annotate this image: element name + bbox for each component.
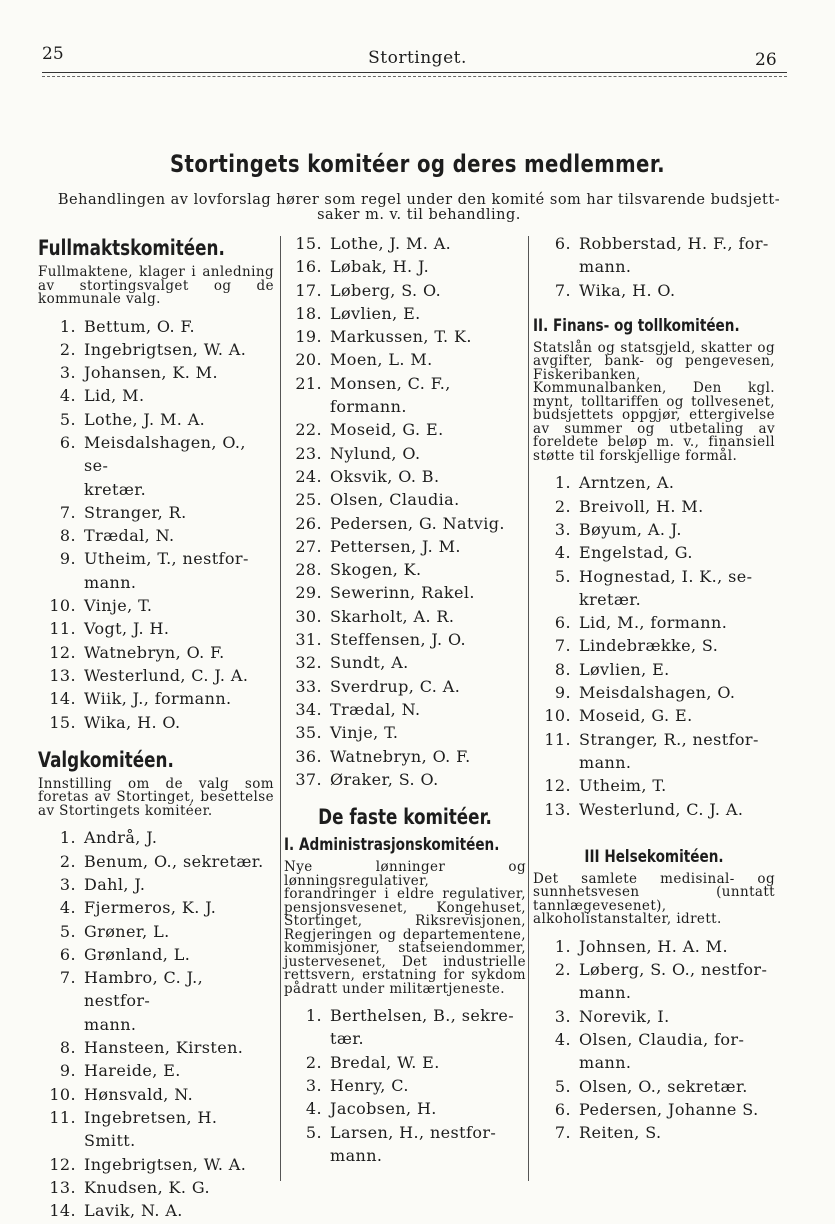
member-number: 21.: [295, 373, 322, 393]
member-name: Vinje, T.: [84, 596, 153, 616]
member-item: [38, 873, 274, 896]
member-item: [533, 541, 775, 564]
member-number: 12.: [49, 642, 76, 662]
member-name: Benum, O., sekretær.: [84, 851, 264, 871]
member-name: Moen, L. M.: [330, 350, 433, 370]
member-number: 5.: [554, 1076, 571, 1096]
section-heading-finans: II. Finans- og tollkomitéen.: [533, 315, 740, 336]
member-name: Wika, H. O.: [84, 712, 181, 732]
member-item: [284, 418, 526, 441]
member-item: [533, 1121, 775, 1144]
member-name: Watnebryn, O. F.: [84, 642, 225, 662]
member-name: Bredal, W. E.: [330, 1052, 440, 1072]
member-item: [38, 1199, 274, 1222]
member-item: [284, 1074, 526, 1097]
member-number: 32.: [295, 653, 322, 673]
member-number: 9.: [59, 549, 76, 569]
member-number: 5.: [554, 566, 571, 586]
member-number: 3.: [59, 874, 76, 894]
member-item: [38, 338, 274, 361]
member-name: Arntzen, A.: [579, 473, 675, 493]
member-name-continuation: mann.: [579, 752, 632, 772]
member-item: [533, 1005, 775, 1028]
section-desc-valg: Innstilling om de valg som foretas av Stortinget, besettelse av Stortingets komitéer.: [38, 775, 274, 819]
member-item: [38, 1153, 274, 1176]
member-name: Stranger, R., nestfor-: [579, 729, 759, 749]
member-number: 29.: [295, 583, 322, 603]
member-name: Olsen, Claudia, for-: [579, 1030, 745, 1050]
member-name-continuation: tær.: [330, 1029, 365, 1049]
member-item: [38, 1059, 274, 1082]
member-name: Løberg, S. O.: [330, 280, 442, 300]
member-name: Fjermeros, K. J.: [84, 898, 217, 918]
member-name: Løberg, S. O., nestfor-: [579, 960, 768, 980]
member-item: [284, 535, 526, 558]
member-name: Pettersen, J. M.: [330, 536, 461, 556]
member-name: Wiik, J., formann.: [84, 689, 232, 709]
member-number: 11.: [49, 619, 76, 639]
member-item: [533, 1028, 775, 1051]
running-title: Stortinget.: [368, 48, 467, 68]
member-name: Bøyum, A. J.: [579, 519, 682, 539]
member-number: 25.: [295, 490, 322, 510]
member-number: 8.: [59, 526, 76, 546]
member-item: [38, 547, 274, 570]
member-number: 24.: [295, 466, 322, 486]
member-number: 1.: [554, 936, 571, 956]
member-name: Engelstad, G.: [579, 543, 693, 563]
member-number: 30.: [295, 606, 322, 626]
member-name: Ingebrigtsen, W. A.: [84, 1154, 247, 1174]
member-name: Olsen, Claudia.: [330, 490, 460, 510]
member-item: [38, 687, 274, 710]
member-number: 35.: [295, 723, 322, 743]
member-name: Jacobsen, H.: [330, 1099, 437, 1119]
member-name-continuation: kretær.: [84, 479, 147, 499]
member-number: 14.: [49, 689, 76, 709]
member-number: 7.: [59, 502, 76, 522]
section-heading-admin: I. Administrasjonskomitéen.: [284, 835, 500, 856]
member-number: 1.: [59, 828, 76, 848]
member-item: [533, 611, 775, 634]
member-item: [284, 581, 526, 604]
column-3: [533, 232, 775, 1145]
member-name: Markussen, T. K.: [330, 327, 472, 347]
member-number: 36.: [295, 746, 322, 766]
member-name-continuation: mann.: [579, 1053, 632, 1073]
member-item: [533, 1098, 775, 1121]
member-item: [533, 495, 775, 518]
member-item: [533, 681, 775, 704]
member-name-continuation: mann.: [84, 1014, 137, 1034]
member-list-admin-a: [284, 1004, 526, 1167]
member-number: 5.: [59, 409, 76, 429]
member-number: 3.: [305, 1076, 322, 1096]
member-number: 3.: [554, 519, 571, 539]
member-name: Meisdalshagen, O.: [579, 683, 736, 703]
member-item: [38, 1106, 274, 1153]
member-number: 1.: [59, 316, 76, 336]
member-item: [533, 634, 775, 657]
member-name: Grøner, L.: [84, 921, 170, 941]
member-item: [284, 628, 526, 651]
member-item: [38, 524, 274, 547]
member-number: 8.: [59, 1038, 76, 1058]
member-name-continuation: mann.: [330, 1145, 383, 1165]
member-name: Reiten, S.: [579, 1123, 662, 1143]
member-name: Utheim, T.: [579, 776, 667, 796]
member-item: [533, 728, 775, 751]
member-name: Vinje, T.: [330, 723, 399, 743]
member-name: Johnsen, H. A. M.: [579, 936, 728, 956]
member-number: 2.: [59, 851, 76, 871]
member-number: 6.: [59, 944, 76, 964]
member-name: Andrå, J.: [84, 828, 158, 848]
member-name: Watnebryn, O. F.: [330, 746, 471, 766]
member-item: [284, 372, 526, 419]
member-name: Breivoll, H. M.: [579, 496, 704, 516]
member-item: [38, 966, 274, 1013]
member-number: 3.: [59, 363, 76, 383]
member-item: [533, 704, 775, 727]
member-item: [284, 745, 526, 768]
member-item: [284, 302, 526, 325]
section-heading-helse: III Helsekomitéen.: [584, 846, 724, 867]
member-item: [38, 850, 274, 873]
member-number: 10.: [544, 706, 571, 726]
member-item: [38, 617, 274, 640]
member-item: [284, 325, 526, 348]
member-item: [38, 501, 274, 524]
member-number: 1.: [554, 473, 571, 493]
member-item: [284, 605, 526, 628]
member-number: 5.: [59, 921, 76, 941]
member-item: [284, 512, 526, 535]
member-name: Oksvik, O. B.: [330, 466, 440, 486]
member-number: 10.: [49, 596, 76, 616]
member-name: Olsen, O., sekretær.: [579, 1076, 748, 1096]
member-item: [533, 279, 775, 302]
column-1: [38, 232, 274, 1222]
member-name-continuation: mann.: [84, 572, 137, 592]
member-name: Skogen, K.: [330, 560, 422, 580]
member-item: [38, 943, 274, 966]
member-name: Øraker, S. O.: [330, 769, 439, 789]
member-item: [38, 408, 274, 431]
member-item: [533, 471, 775, 494]
column-divider: [280, 236, 281, 1181]
member-name: Dahl, J.: [84, 874, 146, 894]
member-list-helse: [533, 935, 775, 1145]
member-name: Monsen, C. F., formann.: [330, 373, 451, 417]
member-name: Henry, C.: [330, 1076, 409, 1096]
member-name: Pedersen, Johanne S.: [579, 1099, 759, 1119]
member-item: [38, 641, 274, 664]
member-item: [284, 698, 526, 721]
section-desc-admin: Nye lønninger og lønningsregulativer, forandringer i eldre regulativer, pensjonsvesenet, Kongehuset, Stortinget, Riksrevisjonen, Regjeringen og departementene, kommisjoner, statseiendommer, justervesenet, Det industrielle rettsvern, erstatning for sykdom pådratt under militærtjeneste.: [284, 859, 526, 997]
section-desc-helse: Det samlete medisinal- og sunnhetsvesen (unntatt tannlægevesenet), alkoholistanstalter, idrett.: [533, 870, 775, 928]
member-item: [38, 664, 274, 687]
member-number: 33.: [295, 676, 322, 696]
member-name: Steffensen, J. O.: [330, 630, 467, 650]
header-rule-secondary: [42, 76, 787, 77]
member-number: 4.: [554, 1030, 571, 1050]
member-number: 2.: [554, 960, 571, 980]
member-name: Hognestad, I. K., se-: [579, 566, 753, 586]
member-name: Knudsen, K. G.: [84, 1177, 210, 1197]
member-number: 14.: [49, 1201, 76, 1221]
member-item: [38, 1176, 274, 1199]
member-name: Moseid, G. E.: [330, 420, 444, 440]
member-list-fullmakt: [38, 315, 274, 734]
member-number: 2.: [59, 339, 76, 359]
member-name: Løvlien, E.: [330, 303, 421, 323]
member-name: Lavik, N. A.: [84, 1201, 183, 1221]
member-item: [284, 721, 526, 744]
member-name: Bettum, O. F.: [84, 316, 195, 336]
member-number: 7.: [59, 968, 76, 988]
member-name: Hansteen, Kirsten.: [84, 1038, 244, 1058]
member-number: 13.: [49, 665, 76, 685]
member-item: [284, 1004, 526, 1027]
member-number: 12.: [544, 776, 571, 796]
member-number: 10.: [49, 1084, 76, 1104]
member-item: [38, 315, 274, 338]
member-name: Johansen, K. M.: [84, 363, 218, 383]
member-number: 23.: [295, 443, 322, 463]
member-number: 7.: [554, 1123, 571, 1143]
member-name: Trædal, N.: [84, 526, 175, 546]
member-name: Stranger, R.: [84, 502, 187, 522]
member-number: 34.: [295, 699, 322, 719]
member-number: 4.: [305, 1099, 322, 1119]
member-item: [38, 594, 274, 617]
member-number: 15.: [295, 234, 322, 253]
member-name: Sundt, A.: [330, 653, 409, 673]
member-list-admin-b: [533, 232, 775, 302]
member-list-valg-b: [284, 232, 526, 791]
member-number: 4.: [59, 898, 76, 918]
member-name: Lid, M., formann.: [579, 613, 728, 633]
member-number: 6.: [554, 234, 571, 253]
member-number: 18.: [295, 303, 322, 323]
member-item: [533, 798, 775, 821]
header-rule: [42, 72, 787, 73]
member-number: 9.: [554, 683, 571, 703]
member-item: [38, 920, 274, 943]
member-number: 27.: [295, 536, 322, 556]
member-name: Skarholt, A. R.: [330, 606, 455, 626]
member-item: [284, 1097, 526, 1120]
member-name: Berthelsen, B., sekre-: [330, 1006, 515, 1026]
member-number: 2.: [305, 1052, 322, 1072]
member-name: Vogt, J. H.: [84, 619, 170, 639]
member-number: 3.: [554, 1006, 571, 1026]
member-item: [533, 774, 775, 797]
member-number: 12.: [49, 1154, 76, 1174]
member-name: Hønsvald, N.: [84, 1084, 194, 1104]
member-item: [284, 558, 526, 581]
member-item: [533, 658, 775, 681]
member-name: Larsen, H., nestfor-: [330, 1122, 497, 1142]
member-item: [284, 675, 526, 698]
member-item: [38, 896, 274, 919]
member-number: 6.: [59, 432, 76, 452]
member-number: 11.: [544, 729, 571, 749]
member-name: Robberstad, H. F., for-: [579, 234, 769, 253]
member-name: Sewerinn, Rakel.: [330, 583, 475, 603]
member-name-continuation: mann.: [579, 257, 632, 277]
member-number: 1.: [305, 1006, 322, 1026]
member-name: Meisdalshagen, O., se-: [84, 432, 246, 476]
member-name: Løvlien, E.: [579, 659, 670, 679]
section-heading-valg: Valgkomitéen.: [38, 747, 174, 772]
section-heading-fullmakt: Fullmaktskomitéen.: [38, 236, 225, 260]
member-number: 2.: [554, 496, 571, 516]
section-desc-fullmakt: Fullmaktene, klager i anledning av stortingsvalget og de kommunale valg.: [38, 264, 274, 307]
member-name: Lindebrække, S.: [579, 636, 719, 656]
member-item: [38, 1083, 274, 1106]
member-number: 15.: [49, 712, 76, 732]
member-item: [533, 935, 775, 958]
member-name: Wika, H. O.: [579, 280, 676, 300]
member-number: 22.: [295, 420, 322, 440]
member-item: [284, 1051, 526, 1074]
member-name: Ingebretsen, H. Smitt.: [84, 1107, 218, 1151]
member-item: [284, 768, 526, 791]
member-item: [284, 279, 526, 302]
member-number: 6.: [554, 613, 571, 633]
member-number: 4.: [59, 386, 76, 406]
member-item: [533, 1075, 775, 1098]
member-number: 26.: [295, 513, 322, 533]
member-name: Nylund, O.: [330, 443, 421, 463]
member-name: Lothe, J. M. A.: [330, 234, 452, 253]
member-name: Hareide, E.: [84, 1061, 181, 1081]
member-number: 6.: [554, 1099, 571, 1119]
section-desc-finans: Statslån og statsgjeld, skatter og avgifter, bank- og pengevesen, Fiskeribanken, Kommunalbanken, Den kgl. mynt, tolltariffen og tollvesenet, budsjettets oppgjør, ettergivelse av summer og utbetaling av foreldete beløp m. v., finansiell støtte til forskjellige formål.: [533, 339, 775, 464]
member-name: Hambro, C. J., nestfor-: [84, 968, 204, 1011]
member-item: [284, 348, 526, 371]
member-item: [38, 711, 274, 734]
member-item: [38, 361, 274, 384]
member-number: 16.: [295, 257, 322, 277]
member-name: Norevik, I.: [579, 1006, 670, 1026]
member-item: [38, 1036, 274, 1059]
member-name: Moseid, G. E.: [579, 706, 693, 726]
page-number-left: 25: [42, 44, 64, 64]
member-name: Pedersen, G. Natvig.: [330, 513, 505, 533]
column-divider: [528, 236, 529, 1181]
section-heading-faste: De faste komitéer.: [318, 805, 492, 830]
member-number: 4.: [554, 543, 571, 563]
member-item: [533, 958, 775, 981]
member-name: Grønland, L.: [84, 944, 191, 964]
intro-text: Behandlingen av lovforslag hører som regel under den komité som har tilsvarende budsjett-saker m. v. til behandling.: [57, 192, 781, 223]
member-number: 28.: [295, 560, 322, 580]
member-item: [284, 1121, 526, 1144]
member-name-continuation: mann.: [579, 983, 632, 1003]
member-name: Lothe, J. M. A.: [84, 409, 206, 429]
member-number: 7.: [554, 280, 571, 300]
member-name: Ingebrigtsen, W. A.: [84, 339, 247, 359]
member-number: 19.: [295, 327, 322, 347]
member-name: Westerlund, C. J. A.: [579, 799, 744, 819]
member-item: [38, 431, 274, 478]
member-name: Westerlund, C. J. A.: [84, 665, 249, 685]
member-item: [284, 255, 526, 278]
member-item: [533, 565, 775, 588]
member-number: 5.: [305, 1122, 322, 1142]
member-number: 11.: [49, 1107, 76, 1127]
member-item: [284, 488, 526, 511]
member-number: 13.: [544, 799, 571, 819]
member-item: [284, 232, 526, 255]
member-number: 13.: [49, 1177, 76, 1197]
member-number: 37.: [295, 769, 322, 789]
member-number: 17.: [295, 280, 322, 300]
member-name: Løbak, H. J.: [330, 257, 430, 277]
page-title: Stortingets komitéer og deres medlemmer.: [169, 150, 666, 178]
member-number: 20.: [295, 350, 322, 370]
page-number-right: 26: [755, 50, 777, 70]
member-name-continuation: kretær.: [579, 589, 642, 609]
member-item: [533, 518, 775, 541]
member-item: [533, 232, 775, 255]
member-number: 7.: [554, 636, 571, 656]
member-item: [284, 442, 526, 465]
member-list-valg-a: [38, 826, 274, 1222]
member-item: [284, 465, 526, 488]
member-name: Utheim, T., nestfor-: [84, 549, 249, 569]
member-item: [38, 384, 274, 407]
member-item: [38, 826, 274, 849]
member-number: 31.: [295, 630, 322, 650]
member-item: [284, 651, 526, 674]
column-2: [284, 232, 526, 1167]
member-name: Trædal, N.: [330, 699, 421, 719]
member-name: Sverdrup, C. A.: [330, 676, 461, 696]
member-number: 9.: [59, 1061, 76, 1081]
member-list-finans: [533, 471, 775, 820]
member-number: 8.: [554, 659, 571, 679]
member-name: Lid, M.: [84, 386, 145, 406]
